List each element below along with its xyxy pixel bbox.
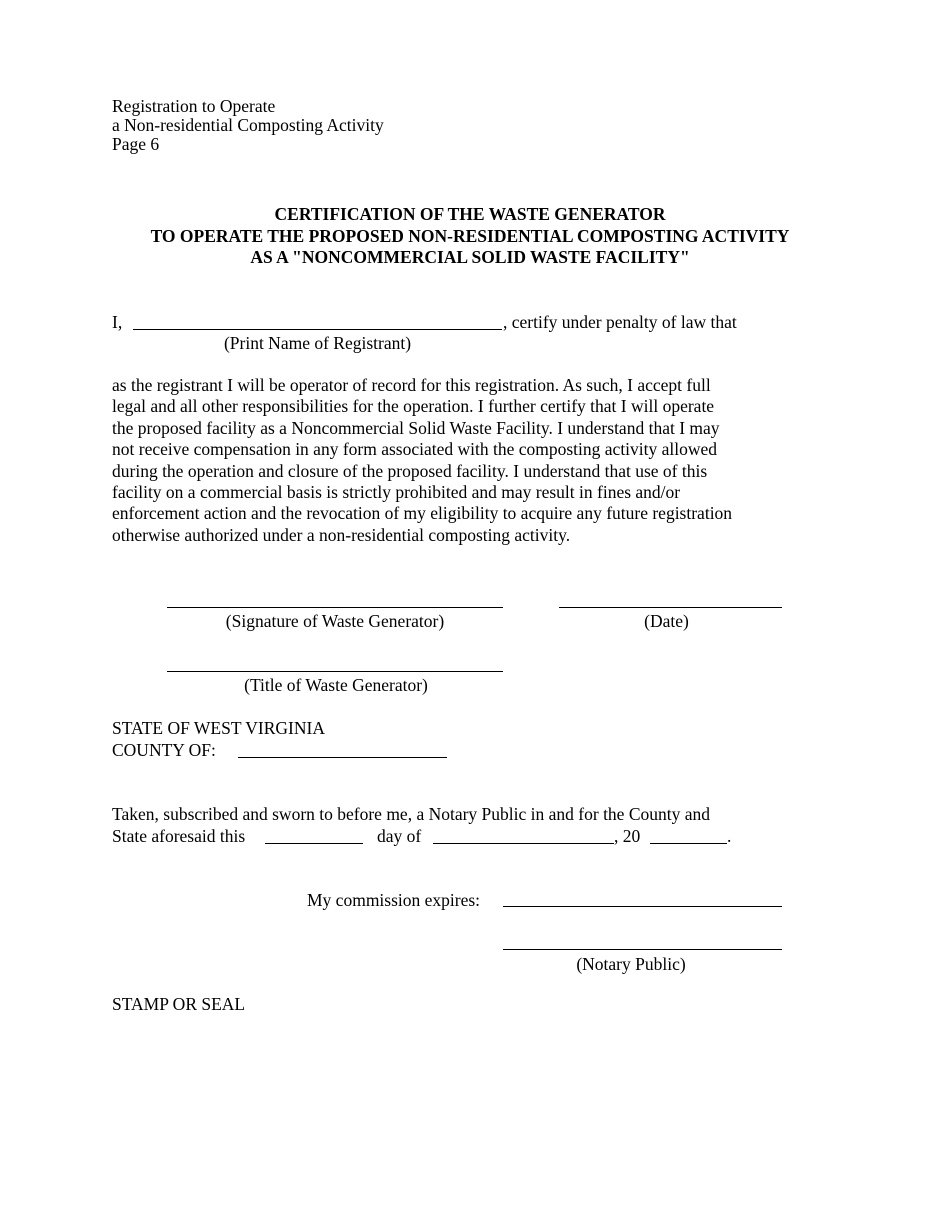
header-line-1: Registration to Operate: [112, 96, 276, 116]
paragraph-line: facility on a commercial basis is strictly prohibited and may result in fines and/or: [112, 482, 681, 503]
document-title-line-3: AS A "NONCOMMERCIAL SOLID WASTE FACILITY": [250, 247, 690, 267]
sworn-day-field[interactable]: [265, 843, 363, 844]
date-caption: (Date): [644, 611, 689, 631]
paragraph-line: the proposed facility as a Noncommercial Solid Waste Facility. I understand that I may: [112, 417, 720, 438]
sworn-year-field[interactable]: [650, 843, 727, 844]
registrant-name-caption: (Print Name of Registrant): [223, 333, 412, 353]
document-title-line-2: TO OPERATE THE PROPOSED NON-RESIDENTIAL COMPOSTING ACTIVITY: [150, 226, 790, 246]
header-line-2: a Non-residential Composting Activity: [112, 115, 384, 135]
paragraph-line: as the registrant I will be operator of record for this registration. As such, I accept full: [112, 375, 711, 395]
signature-field[interactable]: [167, 607, 503, 608]
state-label: STATE OF WEST VIRGINIA: [112, 718, 325, 738]
sworn-statement-line-1: Taken, subscribed and sworn to before me, a Notary Public in and for the County and: [112, 804, 710, 824]
document-title-line-1: CERTIFICATION OF THE WASTE GENERATOR: [274, 204, 666, 224]
signature-caption: (Signature of Waste Generator): [225, 611, 445, 631]
paragraph-line: not receive compensation in any form associated with the composting activity allowed: [112, 439, 718, 460]
date-field[interactable]: [559, 607, 782, 608]
commission-expiry-field[interactable]: [503, 906, 782, 907]
title-caption: (Title of Waste Generator): [244, 675, 428, 695]
paragraph-line: enforcement action and the revocation of my eligibility to acquire any future registration: [112, 503, 733, 524]
notary-signature-field[interactable]: [503, 949, 782, 950]
county-label: COUNTY OF:: [112, 740, 216, 760]
notary-caption: (Notary Public): [576, 954, 686, 974]
paragraph-line: legal and all other responsibilities for the operation. I further certify that I will operate: [112, 396, 715, 417]
cert-prefix: I,: [112, 312, 123, 332]
paragraph-line: during the operation and closure of the proposed facility. I understand that use of this: [112, 460, 708, 481]
commission-label: My commission expires:: [307, 890, 481, 910]
sworn-month-field[interactable]: [433, 843, 614, 844]
sworn-statement-prefix: State aforesaid this: [112, 826, 246, 846]
title-field[interactable]: [167, 671, 503, 672]
cert-suffix: , certify under penalty of law that: [503, 312, 737, 332]
paragraph-line: otherwise authorized under a non-residential composting activity.: [112, 524, 571, 545]
county-field[interactable]: [238, 757, 447, 758]
certification-paragraph: [112, 375, 792, 546]
year-prefix: , 20: [614, 826, 641, 846]
registrant-name-field[interactable]: [133, 329, 502, 330]
header-page-number: Page 6: [112, 134, 160, 154]
sworn-period: .: [727, 826, 732, 846]
stamp-or-seal-label: STAMP OR SEAL: [112, 994, 246, 1014]
day-of-label: day of: [377, 826, 422, 846]
